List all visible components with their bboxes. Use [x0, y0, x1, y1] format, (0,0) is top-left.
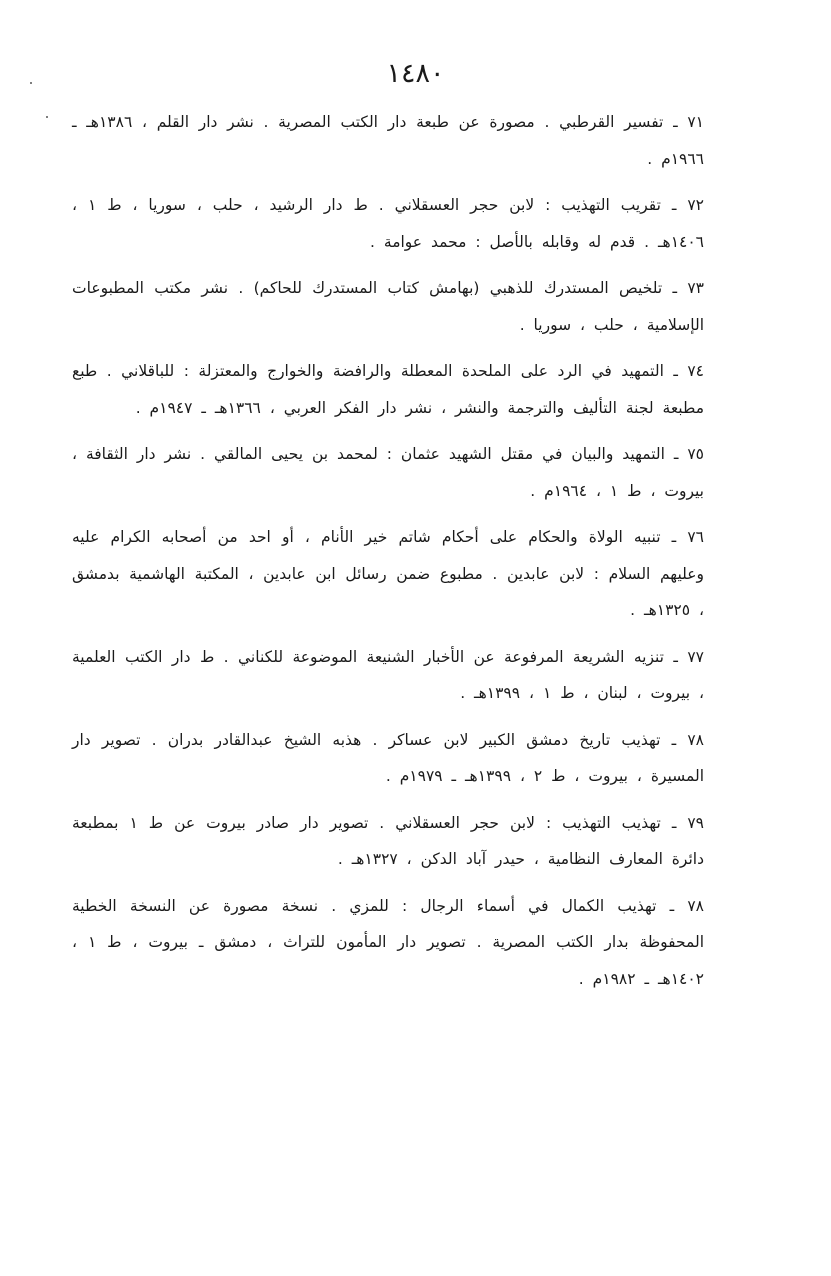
- reference-entry: [72, 436, 704, 509]
- reference-text: تنبيه الولاة والحكام على أحكام شاتم خير الأنام ، أو احد من أصحابه الكرام عليه وعليهم السلام : لابن عابدين . مطبوع ضمن رسائل ابن عابدين ، المكتبة الهاشمية بدمشق ، ١٣٢٥هـ .: [72, 528, 704, 619]
- reference-number: ٧٩ ـ: [671, 813, 705, 832]
- reference-text: التمهيد في الرد على الملحدة المعطلة والرافضة والخوارج والمعتزلة : للباقلاني . طبع مطبعة لجنة التأليف والترجمة والنشر ، نشر دار الفكر العربي ، ١٣٦٦هـ ـ ١٩٤٧م .: [72, 362, 704, 417]
- reference-number: ٧٢ ـ: [671, 196, 704, 214]
- reference-text: تهذيب تاريخ دمشق الكبير لابن عساكر . هذبه الشيخ عبدالقادر بدران . تصوير دار المسيرة ، بيروت ، ط ٢ ، ١٣٩٩هـ ـ ١٩٧٩م .: [72, 730, 704, 785]
- reference-list: [72, 104, 704, 1007]
- reference-number: ٧٧ ـ: [673, 647, 704, 666]
- reference-entry: [72, 722, 704, 795]
- reference-number: ٧٤ ـ: [673, 362, 704, 380]
- reference-text: تهذيب الكمال في أسماء الرجال : للمزي . نسخة مصورة عن النسخة الخطية المحفوظة بدار الكتب المصرية . تصوير دار المأمون للتراث ، دمشق ـ بيروت ، ط ١ ، ١٤٠٢هـ ـ ١٩٨٢م .: [72, 896, 705, 988]
- reference-number: ٧١ ـ: [673, 113, 704, 131]
- reference-entry: [72, 519, 704, 629]
- reference-number: ٧٥ ـ: [673, 445, 704, 463]
- reference-entry: [72, 639, 704, 712]
- scan-speck: [46, 116, 48, 118]
- reference-number: ٧٨ ـ: [671, 730, 704, 749]
- reference-text: تقريب التهذيب : لابن حجر العسقلاني . ط دار الرشيد ، حلب ، سوريا ، ط ١ ، ١٤٠٦هـ . قدم له وقابله بالأصل : محمد عوامة .: [72, 196, 704, 251]
- reference-number: ٧٨ ـ: [669, 896, 705, 915]
- reference-entry: [72, 805, 704, 878]
- reference-entry: [72, 187, 704, 260]
- reference-entry: [72, 270, 704, 343]
- reference-entry: [72, 104, 704, 177]
- page-number: ١٤٨٠: [386, 58, 445, 89]
- reference-number: ٧٦ ـ: [671, 528, 704, 546]
- reference-number: ٧٣ ـ: [672, 279, 704, 297]
- reference-text: تلخيص المستدرك للذهبي (بهامش كتاب المستدرك للحاكم) . نشر مكتب المطبوعات الإسلامية ، حلب ، سوريا .: [72, 279, 704, 334]
- reference-entry: [72, 888, 704, 998]
- reference-text: تنزيه الشريعة المرفوعة عن الأخبار الشنيعة الموضوعة للكناني . ط دار الكتب العلمية ، بيروت ، لبنان ، ط ١ ، ١٣٩٩هـ .: [72, 647, 704, 702]
- reference-text: تهذيب التهذيب : لابن حجر العسقلاني . تصوير دار صادر بيروت عن ط ١ بمطبعة دائرة المعارف النظامية ، حيدر آباد الدكن ، ١٣٢٧هـ .: [72, 813, 704, 868]
- reference-entry: [72, 353, 704, 426]
- reference-text: التمهيد والبيان في مقتل الشهيد عثمان : لمحمد بن يحيى المالقي . نشر دار الثقافة ، بيروت ، ط ١ ، ١٩٦٤م .: [72, 445, 704, 500]
- reference-text: تفسير القرطبي . مصورة عن طبعة دار الكتب المصرية . نشر دار القلم ، ١٣٨٦هـ ـ ١٩٦٦م .: [72, 113, 704, 168]
